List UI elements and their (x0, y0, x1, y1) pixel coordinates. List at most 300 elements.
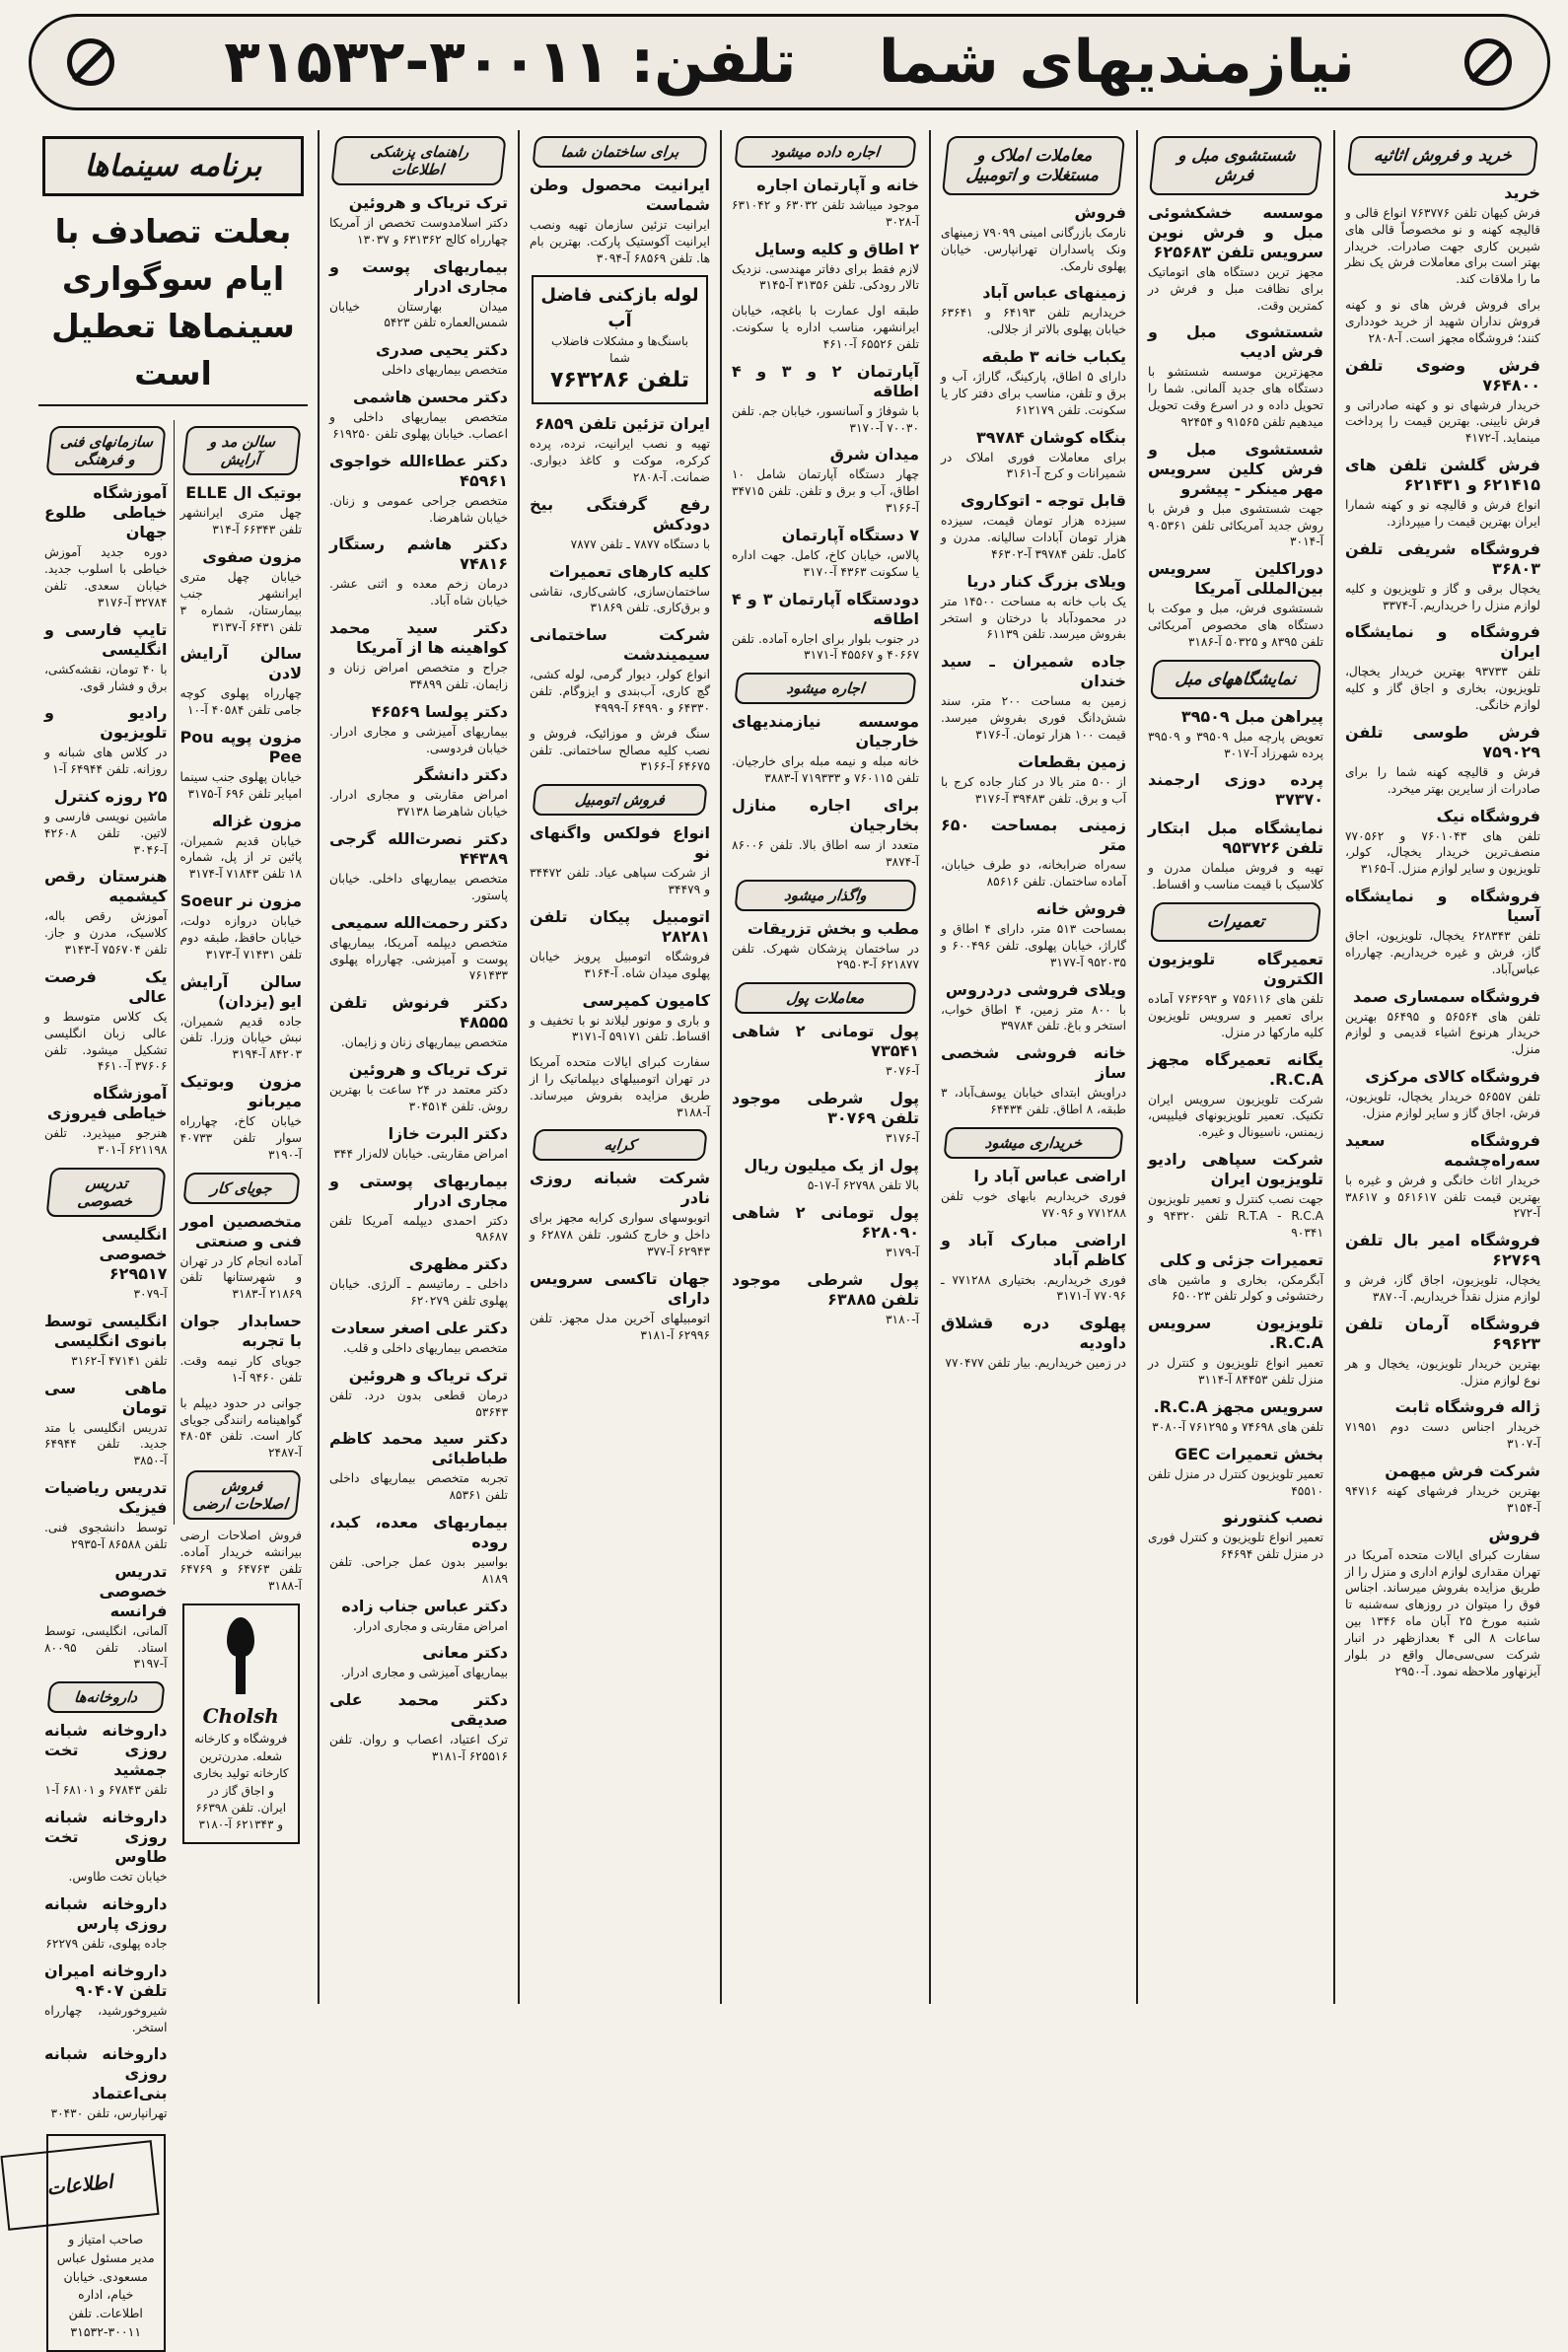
ad-heading: اراضی عباس آباد را (973, 1166, 1126, 1185)
ad-heading: پول شرطی موجود تلفن ۳۰۷۶۹ (732, 1089, 919, 1128)
ad-heading: ایران تزئین تلفن ۶۸۵۹ (535, 414, 710, 434)
ad-heading: زمینهای عباس آباد (982, 283, 1126, 303)
ad-list (732, 712, 919, 870)
ad-list (329, 193, 508, 1765)
ad-body: خیابان قدیم شمیران، پائین تر از پل، شماره ۱۸ تلفن ۷۱۸۴۳ آ-۳۱۷۴ (179, 833, 302, 882)
classified-ad (732, 1270, 919, 1328)
ad-list (1148, 707, 1323, 893)
ad-list (732, 1022, 919, 1327)
boxed-ad: لوله بازکنی فاضل آب باسنگ‌ها و مشکلات فاضلاب شما تلفن ۷۶۳۲۸۶ (532, 275, 708, 404)
ad-body: تهیه و فروش مبلمان مدرن و کلاسیک با قیمت مناسب و اقساط. (1148, 861, 1323, 892)
ad-heading: رفع گرفتگی بیخ دودکش (530, 494, 710, 534)
banner-phone: ۳۰۰۱۱-۳۱۵۳۲ (224, 28, 610, 97)
ad-list (530, 823, 710, 1120)
classified-ad (1345, 622, 1540, 713)
classified-ad (1148, 770, 1323, 810)
ad-heading: فروشگاه آرمان تلفن ۶۹۶۲۳ (1345, 1314, 1540, 1353)
banner-title: نیازمندیهای شما تلفن: ۳۰۰۱۱-۳۱۵۳۲ (224, 28, 1355, 97)
ad-body: آبگرمکن، بخاری و ماشین های رختشوئی و کولر تلفن ۶۵۰۰۲۳ (1148, 1272, 1323, 1304)
ad-body: در کلاس های شبانه و روزانه. تلفن ۶۴۹۴۴ آ-۱ (44, 746, 168, 777)
classified-ad (180, 812, 303, 883)
classified-ad (732, 590, 919, 665)
ad-body: بهترین خریدار فرشهای کهنه ۹۴۷۱۶ آ-۳۱۵۴ (1345, 1484, 1540, 1515)
section-header: معاملات پول (734, 982, 916, 1014)
classified-ad (1345, 1461, 1540, 1517)
ad-heading: دکتر یحیی صدری (376, 340, 508, 360)
classified-ad (44, 1562, 168, 1673)
ad-heading: زمینی بمساحت ۶۵۰ متر (941, 816, 1126, 855)
ad-heading: مزون پوپه Pou Pee (179, 728, 302, 766)
ad-body: خریدار اجناس دست دوم ۷۱۹۵۱ آ-۳۱۰۷ (1345, 1420, 1540, 1452)
ad-body: تلفن های ۷۴۶۹۸ و ۷۶۱۲۹۵ آ-۳۰۸۰ (1152, 1419, 1323, 1434)
ad-heading: تایپ فارسی و انگلیسی (44, 619, 168, 659)
classified-ad (180, 644, 303, 719)
ad-body: تدریس انگلیسی با متد جدید. تلفن ۶۴۹۴۴ آ-۳۸۵۰ (44, 1420, 168, 1468)
ad-heading: مزون غزاله (211, 811, 302, 830)
ad-heading: داروخانه امیران تلفن ۹۰۴۰۷ (44, 1960, 168, 2000)
ad-heading: فروشگاه سمساری صمد (1352, 986, 1540, 1006)
ad-body: جوانی در حدود دیپلم با گواهینامه رانندگی جویای کار است. تلفن ۴۸۰۵۴ آ-۲۴۸۷ (179, 1395, 302, 1461)
ad-heading: داروخانه شبانه روزی بنی‌اعتماد (44, 2044, 168, 2103)
cinema-closed-notice: بعلت تصادف با ایام سوگواری سینماها تعطیل است (38, 208, 308, 406)
classified-ad (180, 1212, 303, 1303)
classified-ad (1148, 1397, 1323, 1436)
classified-ad (44, 2044, 168, 2122)
section-header: معاملات املاک و مستغلات و اتومبیل (942, 136, 1125, 195)
ad-body: آ-۳۰۷۶ (886, 1064, 919, 1079)
classified-ad (941, 980, 1126, 1035)
ad-body: تعمیر انواع تلویزیون و کنترل در منزل تلفن ۸۴۴۵۳ آ-۳۱۱۴ (1148, 1356, 1323, 1388)
classified-ad (941, 1043, 1126, 1118)
classified-ad (732, 1203, 919, 1261)
column-medical-guide (318, 130, 518, 2004)
classified-ad (1345, 1397, 1540, 1453)
ad-heading: دکتر محسن هاشمی (352, 388, 508, 407)
masthead (46, 2134, 166, 2352)
ad-list (44, 483, 168, 1159)
ad-body: با ۸۰۰ متر زمین، ۴ اطاق خواب، استخر و باغ. تلفن ۳۹۷۸۴ (941, 1002, 1126, 1033)
classified-ad (941, 347, 1126, 418)
ad-body: آ-۳۱۷۶ (886, 1131, 919, 1146)
ad-heading: جاده شمیران ـ سید خندان (941, 652, 1126, 691)
ad-heading: فروشگاه و نمایشگاه آسیا (1345, 887, 1540, 926)
section-header: واگذار میشود (734, 880, 916, 911)
classified-ad (530, 495, 710, 553)
classified-ad (732, 176, 919, 231)
ad-body: درمان قطعی بدون درد. تلفن ۵۳۶۴۳ (329, 1388, 508, 1419)
ad-body: متخصص بیماریهای داخلی و قلب. (342, 1340, 508, 1355)
classified-ad (1148, 1050, 1323, 1141)
classified-ad (329, 829, 508, 904)
ad-body: تجربه متخصص بیماریهای داخلی تلفن ۸۵۳۶۱ (329, 1471, 508, 1503)
ad-heading: مطب و بخش تزریقات (747, 918, 919, 938)
classified-ad (732, 303, 919, 352)
classified-ad (732, 445, 919, 516)
ad-body: شستشوی فرش، مبل و موکت با دستگاه های مخصوص آمریکائی تلفن ۸۳۹۵ و ۵۰۳۲۵ آ-۳۱۸۶ (1148, 602, 1323, 649)
ad-body: انواع فرش و قالیچه نو و کهنه شمارا ایران بهترین قیمت را میپردازد. (1345, 498, 1540, 529)
classified-ad (1345, 1131, 1540, 1222)
classified-ad (1345, 887, 1540, 977)
ad-heading: تعمیرات جزئی و کلی (1159, 1249, 1323, 1269)
ad-heading: فروشگاه کالای مرکزی (1365, 1067, 1540, 1087)
ad-body: بهترین خریدار تلویزیون، یخچال و هر نوع لوازم منزل. (1345, 1356, 1540, 1388)
torch-logo-icon (211, 1617, 270, 1696)
ad-body: خیابان پهلوی جنب سینما امپایر تلفن ۶۹۶ آ-۳۱۷۵ (179, 770, 302, 801)
classified-ad (1345, 1315, 1540, 1390)
ad-body: داخلی ـ رماتیسم ـ آلرژی. خیابان پهلوی تلفن ۶۲۰۲۷۹ (329, 1277, 508, 1309)
ad-heading: دکتر محمد علی صدیقی (329, 1690, 508, 1730)
ad-list (530, 176, 710, 266)
ad-heading: ترک تریاک و هروئین (348, 1365, 508, 1385)
classified-ad (329, 193, 508, 249)
ad-heading: شرکت ساختمانی سیمیندشت (530, 625, 710, 665)
ad-body: تهیه و نصب ایرانیت، نرده، پرده کرکره، موکت و کاغذ دیواری. ضمانت. آ-۲۸۰۸ (530, 437, 710, 484)
ad-body: متخصص بیماریهای داخلی. خیابان پاستور. (329, 872, 508, 902)
classified-ad (941, 752, 1126, 808)
classified-ad (329, 618, 508, 693)
section-header: تعمیرات (1150, 902, 1321, 942)
column-construction-cars (518, 130, 720, 2004)
ad-heading: بوتیک ال ELLE (185, 483, 302, 503)
ad-heading: دکتر عباس جناب زاده (341, 1596, 508, 1615)
ad-body: جاده پهلوی، تلفن ۶۲۲۷۹ (45, 1936, 168, 1951)
ad-heading: تدریس خصوصی فرانسه (99, 1561, 168, 1620)
classified-ad (1345, 987, 1540, 1058)
ad-body: دکتر احمدی دیپلمه آمریکا تلفن ۹۸۶۸۷ (329, 1213, 508, 1245)
classified-ad (180, 1072, 303, 1163)
ad-heading: دکتر سید محمد کواهینه ها از آمریکا (329, 618, 508, 658)
classified-ad (530, 176, 710, 266)
classified-ad (1345, 1231, 1540, 1306)
section-header: سازمانهای فنی و فرهنگی (45, 426, 166, 475)
masthead-text: صاحب امتیاز و مدیر مسئول عباس مسعودی. خیابان خیام، اداره اطلاعات. تلفن ۳۰۰۱۱-۳۱۵۳۲ (56, 2232, 155, 2339)
ad-body: انواع کولر، دیوار گرمی، لوله کشی، گچ کاری، آب‌بندی و ایزوگام. تلفن ۶۴۳۳۰ و ۶۴۹۹۰ آ-۴۹۹۹ (530, 668, 710, 715)
ad-body: توسط دانشجوی فنی. تلفن ۸۶۵۸۸ آ-۲۹۳۵ (44, 1521, 168, 1551)
section-header: فروش اصلاحات ارضی (181, 1470, 301, 1520)
ad-body: در زمین خریداریم. بیار تلفن ۷۷۰۴۷۷ (945, 1356, 1126, 1371)
ad-body: تلفن های ۵۶۵۶۴ و ۵۶۴۹۵ بهترین خریدار هرنوع اشیاء قدیمی و لوازم منزل. (1345, 1009, 1540, 1057)
ad-body: تعویض پارچه مبل ۳۹۵۰۹ و ۳۹۵۰۹ پرده شهرزاد آ-۳۰۱۷ (1148, 729, 1323, 760)
column-cinema-services (29, 130, 318, 2339)
classified-ad (1148, 1250, 1323, 1306)
ad-heading: دکتر عطاءالله خواجوی ۴۵۹۶۱ (329, 451, 508, 490)
ad-heading: پول تومانی ۲ شاهی ۷۳۵۴۱ (732, 1022, 919, 1061)
ad-body: جراح و متخصص امراض زنان و زایمان. تلفن ۳۴۸۹۹ (329, 661, 508, 691)
classified-ad (180, 1528, 303, 1594)
classified-ad (329, 257, 508, 332)
ad-body: خیابان کاخ، چهارراه سوار تلفن ۴۰۷۳۳ آ-۳۱۹۰ (179, 1114, 302, 1162)
ad-heading: کلیه کارهای تعمیرات (548, 561, 710, 581)
ad-heading: داروخانه شبانه روزی تخت طاوس (44, 1808, 168, 1867)
classified-ad (732, 362, 919, 437)
ad-heading: فروشگاه نیک (1436, 806, 1540, 825)
classified-ad (180, 728, 303, 803)
ad-heading: بنگاه کوشان ۳۹۷۸۴ (976, 427, 1126, 447)
classified-ad (44, 1808, 168, 1886)
ad-body: طبقه اول عمارت با باغچه، خیابان ایرانشهر، مناسب اداره یا سکونت. تلفن ۶۵۵۲۶ آ-۴۶۱۰ (732, 304, 919, 351)
ad-body: بیماریهای آمیزشی و مجاری ادرار. (340, 1666, 508, 1680)
ad-body: لازم فقط برای دفاتر مهندسی. نزدیک تالار رودکی. تلفن ۳۱۳۵۶ آ-۳۱۴۵ (732, 261, 919, 293)
section-header: اجاره داده میشود (734, 136, 916, 168)
ad-body: مجهز ترین دستگاه های اتوماتیک برای نظافت مبل و فرش در کمترین وقت. (1148, 265, 1323, 313)
ad-body: از ۵۰۰ متر بالا در کنار جاده کرج با آب و برق. تلفن ۳۹۴۸۳ آ-۳۱۷۶ (941, 774, 1126, 806)
classified-ad (180, 547, 303, 635)
ad-heading: شستشوی مبل و فرش ادیب (1148, 322, 1323, 362)
classifieds-banner (29, 14, 1550, 110)
ad-body: از شرکت سپاهی عیاد. تلفن ۳۴۴۷۲ و ۳۴۴۷۹ (530, 866, 710, 897)
classified-ad (1345, 356, 1540, 447)
ad-heading: انگلیسی توسط بانوی انگلیسی (44, 1311, 168, 1350)
ad-heading: تلویزیون سرویس R.C.A. (1148, 1314, 1323, 1353)
classified-ad (1345, 539, 1540, 614)
ad-list (732, 919, 919, 974)
ad-heading: میدان شرق (829, 445, 919, 464)
no-sign-icon (67, 38, 114, 86)
ad-heading: آموزشگاه خیاطی فیروزی (46, 1084, 168, 1123)
classified-ad (1345, 183, 1540, 288)
ad-body: با شوفاژ و آسانسور، خیابان جم. تلفن ۷۰۰۳۰ آ-۳۱۷۰ (732, 403, 919, 435)
ad-heading: ۲۵ روزه کنترل (53, 787, 168, 806)
classified-ad (732, 919, 919, 974)
ad-heading: داروخانه شبانه روزی تخت جمشید (44, 1721, 168, 1780)
ad-heading: خانه فروشی شخصی ساز (941, 1043, 1126, 1083)
ad-list (180, 1212, 303, 1461)
classified-ad (530, 562, 710, 617)
ad-heading: بیماریهای پوست و مجاری ادرار (329, 256, 508, 296)
ad-heading: دوراکلین سرویس بین‌المللی آمریکا (1148, 559, 1323, 599)
newspaper-page (29, 14, 1550, 2339)
ad-heading: زمین بقطعات (1018, 751, 1126, 771)
section-header: شستشوی مبل و فرش (1149, 136, 1322, 195)
classified-ad (1345, 1526, 1540, 1680)
classified-ad (1345, 456, 1540, 531)
ad-heading: دکتر معانی (422, 1643, 508, 1663)
classified-ad (329, 1172, 508, 1247)
ad-heading: هنرستان رقص کیشمیه (44, 867, 168, 906)
classified-ad (1345, 297, 1540, 346)
ad-list (941, 1167, 1126, 1372)
classified-ad (941, 491, 1126, 562)
classified-ad (329, 535, 508, 609)
ad-heading: ایرانیت محصول وطن شماست (530, 176, 710, 214)
sub-columns (38, 420, 308, 2339)
ad-body: متخصص بیماریهای داخلی و اعصاب. خیابان پهلوی تلفن ۶۱۹۲۵۰ (329, 410, 508, 441)
ad-body: تلفن ۹۳۷۳۳ بهترین خریدار یخچال، تلویزیون، بخاری و اجاق گاز و کلیه لوازم خانگی. (1345, 665, 1540, 713)
shoaleh-ad-text: فروشگاه و کارخانه شعله. مدرن‌ترین کارخانه تولید بخاری و اجاق گاز در ایران. تلفن ۶۶۳۹۸ و ۶۲۱۳۴۳ آ-۳۱۸۰ (192, 1732, 289, 1832)
ad-heading: پول شرطی موجود تلفن ۶۳۸۸۵ (732, 1269, 919, 1309)
classified-ad (1345, 1067, 1540, 1122)
classified-ad (1148, 203, 1323, 314)
ad-body: دارای ۵ اطاق، پارکینگ، گاراژ، آب و برق و تلفن، مناسب برای دفتر کار یا سکونت. تلفن ۶۱۲۱۷۹ (941, 370, 1127, 417)
ad-body: میدان بهارستان خیابان شمس‌العماره تلفن ۵۴۲۳ (329, 299, 508, 330)
ad-heading: شرکت شبانه روزی نادر (530, 1169, 710, 1208)
ad-body: آماده انجام کار در تهران و شهرستانها تلفن ۲۱۸۶۹ آ-۳۱۸۳ (179, 1253, 302, 1302)
ad-body: موجود میباشد تلفن ۶۳۰۳۲ و ۶۳۱۰۴۲ آ-۳۰۲۸ (732, 198, 919, 229)
ad-heading: خانه و آپارتمان اجاره (756, 176, 919, 194)
ad-body: فروشگاه اتومبیل پرویز خیابان پهلوی میدان شاه. آ-۳۱۶۴ (530, 949, 710, 980)
ad-heading: سالن آرایش لادن (179, 644, 302, 683)
ad-body: جویای کار نیمه وقت. تلفن ۹۴۶۰ آ-۱ (179, 1354, 302, 1385)
classified-ad (941, 899, 1126, 970)
ad-body: نارمک بازرگانی امینی ۷۹۰۹۹ زمینهای ونک پاسداران تهرانپارس. خیابان پهلوی نارمک. (941, 226, 1127, 273)
section-header: برای ساختمان شما (532, 136, 707, 168)
classified-ad (329, 388, 508, 443)
ad-heading: دودستگاه آپارتمان ۳ و ۴ اطاقه (732, 589, 919, 628)
classified-ad (329, 1429, 508, 1504)
ad-heading: بیماریهای پوستی و مجاری ادرار (329, 1171, 508, 1210)
ad-heading: اراضی مبارک آباد و کاظم آباد (941, 1230, 1126, 1269)
ad-heading: خرید (1504, 183, 1540, 202)
ad-heading: اتومبیل پیکان تلفن ۲۸۲۸۱ (530, 906, 710, 946)
ad-list (180, 1528, 303, 1594)
ad-body: چهل متری ایرانشهر تلفن ۶۶۳۴۳ آ-۳۱۴ (179, 506, 302, 537)
ad-body: با ۴۰ تومان، نقشه‌کشی، برق و فشار قوی. (44, 662, 168, 693)
classified-ad (329, 913, 508, 984)
classified-ad (180, 1312, 303, 1387)
classified-ad (329, 1319, 508, 1357)
ad-body: متخصص بیماریهای زنان و زایمان. (340, 1035, 508, 1050)
ad-body: یک باب خانه به مساحت ۱۴۵۰۰ متر در محمودآباد با درختان و استخر بفروش میرسد. تلفن ۶۱۱۳۹ (941, 594, 1126, 642)
classified-ad (732, 526, 919, 581)
ad-heading: شستشوی مبل و فرش کلین سرویس مهر مینکر - پیشرو (1148, 439, 1323, 498)
classified-ad (1148, 950, 1323, 1040)
ad-body: در ساختمان پزشکان شهرک. تلفن ۶۲۱۸۷۷ آ-۲۹۵۰۳ (732, 941, 919, 972)
ad-heading: بیماریهای معده، کبد، روده (329, 1512, 508, 1551)
ad-body: چهارراه پهلوی کوچه جامی تلفن ۴۰۵۸۴ آ-۱۰ (179, 686, 302, 718)
ad-heading: داروخانه شبانه روزی پارس (44, 1893, 168, 1933)
column-rentals-money (720, 130, 929, 2004)
no-sign-icon (1464, 38, 1512, 86)
section-header: سالن مد و آرایش (181, 426, 301, 475)
section-header: راهنمای پزشکی اطلاعات (330, 136, 506, 185)
ad-heading: قابل توجه - اتوکاروی (960, 491, 1126, 511)
ad-heading: فروش خانه (1035, 899, 1126, 919)
classified-ad (329, 1690, 508, 1765)
ad-body: آلمانی، انگلیسی، توسط استاد. تلفن ۸۰۰۹۵ آ-۳۱۹۷ (44, 1623, 168, 1672)
sub-column-right (174, 420, 309, 1832)
classified-ad (44, 1084, 168, 1159)
ad-body: تعمیر تلویزیون کنترل در منزل تلفن ۴۵۵۱۰ (1148, 1466, 1323, 1498)
sub-column-left (38, 420, 174, 2339)
classified-ad (329, 1643, 508, 1681)
classified-ad (941, 816, 1126, 891)
classified-ad (329, 765, 508, 820)
ad-heading: جهان تاکسی سرویس دارای (530, 1268, 710, 1308)
ad-heading: تعمیرگاه تلویزیون الکترون (1148, 950, 1323, 989)
section-header: خریداری میشود (943, 1127, 1123, 1159)
ad-heading: آموزشگاه خیاطی طلوع جهان (44, 483, 168, 542)
classified-ad (941, 283, 1126, 338)
classified-ad (329, 993, 508, 1051)
ad-body: پالاس، خیابان کاخ، کامل. جهت اداره یا سکونت ۴۳۶۳ آ-۳۱۷۰ (732, 547, 919, 579)
ad-heading: فروشگاه سعید سه‌راه‌چشمه (1345, 1130, 1540, 1170)
ad-heading: تدریس ریاضیات فیزیک (44, 1478, 168, 1518)
ad-heading: پیراهن مبل ۳۹۵۰۹ (1180, 706, 1323, 726)
classified-ad (1148, 819, 1323, 893)
ad-list (1345, 183, 1540, 1679)
section-header: نمایشگاههای مبل (1150, 660, 1321, 699)
ad-list (44, 1225, 168, 1673)
classified-ad (44, 1894, 168, 1953)
classified-ad (44, 1312, 168, 1370)
classified-ad (44, 867, 168, 958)
classified-ad (1148, 1445, 1323, 1500)
classified-ad (180, 1395, 303, 1461)
ad-heading: سرویس مجهز R.C.A. (1153, 1396, 1323, 1416)
ad-body: متعدد از سه اطاق بالا. تلفن ۸۶۰۰۶ آ-۳۸۷۴ (732, 837, 919, 869)
ad-heading: برای اجاره منازل بخارجیان (732, 795, 919, 834)
column-furniture-trade (1333, 130, 1550, 2004)
classified-ad (44, 1225, 168, 1303)
ad-body: دکتر معتمد در ۲۴ ساعت با بهترین روش. تلفن ۳۰۴۵۱۴ (329, 1083, 508, 1113)
ad-heading: موسسه خشکشوئی مبل و فرش نوین سرویس تلفن ۶۲۵۶۸۳ (1148, 203, 1323, 261)
ad-heading: شرکت سپاهی رادیو تلویزیون ایران (1148, 1150, 1323, 1189)
ad-heading: رادیو و تلویزیون (44, 703, 168, 743)
ad-heading: موسسه نیازمندیهای خارجیان (732, 712, 919, 751)
classified-ad (530, 1269, 710, 1344)
classified-ad (44, 483, 168, 610)
ad-body: خریدار فرشهای نو و کهنه صادراتی و فرش نایینی. بهترین قیمت را پرداخت مینماید. آ-۴۱۷۲ (1345, 397, 1540, 446)
classified-ad (1148, 1150, 1323, 1241)
ad-heading: انواع فولکس واگنهای نو (530, 823, 710, 863)
ad-heading: ترک تریاک و هروئین (348, 193, 508, 212)
ad-heading: دکتر پولسا ۴۶۵۶۹ (371, 701, 508, 721)
classified-ad (329, 452, 508, 527)
column-real-estate (929, 130, 1136, 2004)
ad-heading: فروش (1488, 1525, 1540, 1544)
classified-ad (941, 203, 1126, 274)
ad-body: آ-۳۰۷۹ (133, 1286, 168, 1301)
ad-body: سفارت کبرای ایالات متحده آمریکا در تهران اتومبیلهای دیپلماتیک را از طریق مزایده بفروش میرساند. آ-۳۱۸۸ (530, 1055, 710, 1119)
ad-heading: سالن آرایش ایو (یزدان) (179, 971, 302, 1011)
ad-body: بالا تلفن ۶۲۷۹۸ آ-۱۷-۵ (807, 1177, 919, 1192)
classified-ad (180, 483, 303, 538)
ad-heading: ۷ دستگاه آپارتمان (781, 525, 919, 544)
ad-heading: حسابدار جوان با تجربه (179, 1312, 302, 1351)
ad-list (732, 176, 919, 664)
ad-body: ماشین نویسی فارسی و لاتین. تلفن ۴۲۶۰۸ آ-۳۰۴۶ (44, 810, 168, 857)
ad-body: تلفن ۶۷۸۴۳ و ۶۸۱۰۱ آ-۱ (44, 1783, 168, 1798)
ad-heading: انگلیسی خصوصی ۶۲۹۵۱۷ (99, 1224, 168, 1283)
ad-body: دکتر اسلامدوست تخصص از آمریکا چهارراه کالج ۶۳۱۳۶۲ و ۱۳۰۳۷ (329, 216, 508, 247)
ad-body: امراض مقاربتی و مجاری ادرار. (352, 1618, 508, 1633)
ad-heading: فروشگاه شریفی تلفن ۳۶۸۰۳ (1345, 538, 1540, 578)
ad-body: جهت شستشوی مبل و فرش با روش جدید آمریکائی تلفن ۹۰۵۳۶۱ آ-۳۰۱۴ (1148, 501, 1323, 549)
classified-ad (1345, 723, 1540, 798)
classified-ad (1148, 707, 1323, 762)
ad-heading: آپارتمان ۲ و ۳ و ۴ اطاقه (732, 361, 920, 400)
ad-heading: دکتر رحمت‌الله سمیعی (330, 912, 508, 932)
ad-heading: دکتر سید محمد کاظم طباطبائی (329, 1429, 508, 1468)
classified-ad (1148, 1508, 1323, 1563)
section-header: اجاره میشود (734, 673, 916, 704)
ad-body: دوره جدید آموزش خیاطی با اسلوب جدید. خیابان سعدی. تلفن ۳۲۷۸۴ آ-۳۱۷۶ (44, 545, 168, 609)
ad-heading: یگانه تعمیرگاه مجهز R.C.A. (1148, 1049, 1323, 1089)
ad-list (1148, 203, 1323, 651)
ad-heading: مزون نر Soeur (179, 891, 302, 911)
ad-body: فوری خریداریم. بختیاری ۷۷۱۲۸۸ ـ ۷۷۰۹۶ آ-۳۱۷۱ (941, 1272, 1126, 1304)
classified-ad (530, 414, 710, 485)
ad-heading: دکتر دانشگر (414, 765, 508, 785)
classified-ad (44, 1379, 168, 1469)
ad-heading: فرش وضوی تلفن ۷۶۴۸۰۰ (1345, 355, 1540, 394)
ad-list (44, 1721, 168, 2122)
ad-body: امراض مقاربتی. خیابان لاله‌زار ۳۴۴ (333, 1146, 508, 1161)
ad-heading: ۲ اطاق و کلیه وسایل (754, 239, 919, 258)
ad-list (941, 203, 1126, 1118)
ad-body: آ-۳۱۸۰ (886, 1312, 919, 1326)
ad-body: آموزش رقص باله، کلاسیک، مدرن و جاز. تلفن ۷۵۶۷۰۴ آ-۳۱۴۳ (44, 909, 168, 958)
